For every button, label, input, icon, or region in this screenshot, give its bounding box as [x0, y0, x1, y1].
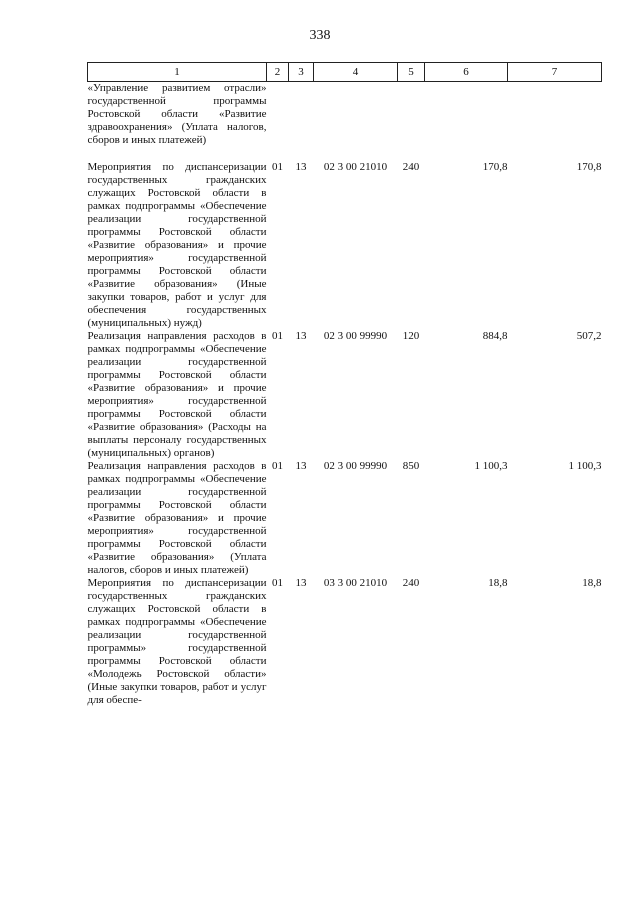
- row-expense-type: 240: [402, 161, 420, 173]
- table-row: [88, 161, 602, 330]
- row-subsection: 13: [295, 330, 307, 342]
- row-section: 01: [272, 577, 283, 589]
- row-subsection: 13: [295, 161, 307, 173]
- table-row: [88, 82, 602, 162]
- row-amount-1: 170,8: [482, 161, 508, 173]
- row-amount-2: 170,8: [576, 161, 602, 173]
- row-section: 01: [272, 161, 283, 173]
- row-description: Реализация направления расходов в рамках подпрограммы «Обеспечение реализации государственной программы Ростовской области «Развитие образования» и прочие мероприятия» государственной программы Ростовской области «Развитие образования» (Уплата налогов, сборов и иных платежей): [87, 460, 267, 576]
- row-expense-type: 240: [402, 577, 420, 589]
- row-subsection: 13: [295, 460, 307, 472]
- row-target-code: 03 3 00 21010: [323, 577, 388, 589]
- row-target-code: 02 3 00 99990: [323, 330, 388, 342]
- row-subsection: 13: [295, 577, 307, 589]
- row-section: 01: [272, 460, 283, 472]
- row-expense-type: 120: [402, 330, 420, 342]
- row-subsection: [289, 82, 314, 162]
- row-target-code: [314, 82, 398, 162]
- column-header-1: 1: [88, 63, 267, 82]
- row-amount-1: [425, 82, 508, 162]
- row-amount-1: 18,8: [488, 577, 508, 589]
- row-expense-type: 850: [402, 460, 420, 472]
- column-header-5: 5: [398, 63, 425, 82]
- row-amount-1: 1 100,3: [474, 460, 508, 472]
- column-header-7: 7: [508, 63, 602, 82]
- row-description: Мероприятия по диспансеризации государственных гражданских служащих Ростовской области в рамках подпрограммы «Обеспечение реализации государственной программы» государственной программы Ростовской области «Молодежь Ростовской области» (Иные закупки товаров, работ и услуг для обеспе-: [87, 577, 267, 706]
- row-amount-2: [508, 82, 602, 162]
- row-description: Реализация направления расходов в рамках подпрограммы «Обеспечение реализации государственной программы Ростовской области «Развитие образования» и прочие мероприятия» государственной программы Ростовской области «Развитие образования» (Расходы на выплаты персоналу государственных (муниципальных) органов): [87, 330, 267, 459]
- row-description: «Управление развитием отрасли» государственной программы Ростовской области «Развитие здравоохранения» (Уплата налогов, сборов и иных платежей): [87, 82, 267, 146]
- page-number: 338: [309, 28, 331, 43]
- table-row: [88, 330, 602, 460]
- row-amount-2: 18,8: [582, 577, 602, 589]
- column-header-6: 6: [425, 63, 508, 82]
- row-description: Мероприятия по диспансеризации государственных гражданских служащих Ростовской области в рамках подпрограммы «Обеспечение реализации государственной программы Ростовской области «Развитие образования» и прочие мероприятия» государственной программы Ростовской области «Развитие образования» (Иные закупки товаров, работ и услуг для обеспечения государственных (муниципальных) нужд): [87, 161, 267, 329]
- row-amount-2: 507,2: [576, 330, 602, 342]
- row-target-code: 02 3 00 21010: [323, 161, 388, 173]
- row-section: 01: [272, 330, 283, 342]
- row-amount-1: 884,8: [482, 330, 508, 342]
- row-section: [267, 82, 289, 162]
- table-header-row: [88, 63, 602, 82]
- row-amount-2: 1 100,3: [568, 460, 602, 472]
- row-expense-type: [398, 82, 425, 162]
- column-header-3: 3: [289, 63, 314, 82]
- table-row: [88, 577, 602, 707]
- budget-table: [87, 62, 602, 707]
- column-header-2: 2: [267, 63, 289, 82]
- table-row: [88, 460, 602, 577]
- row-target-code: 02 3 00 99990: [323, 460, 388, 472]
- column-header-4: 4: [314, 63, 398, 82]
